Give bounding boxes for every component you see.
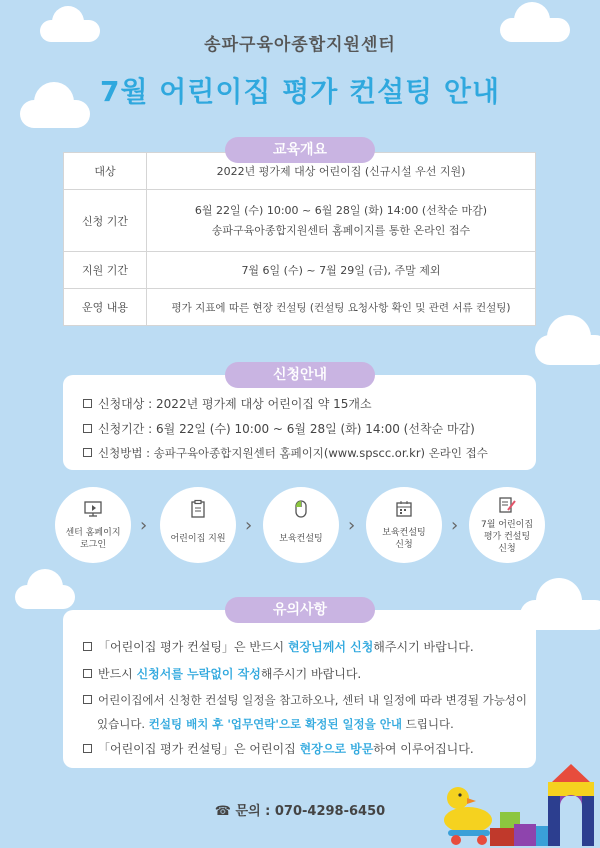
note-item — [83, 638, 474, 655]
table-row — [64, 289, 536, 326]
row-head: 지원 기간 — [64, 252, 147, 289]
overview-pill: 교육개요 — [225, 137, 375, 163]
step-consulting — [263, 487, 339, 563]
list-item — [83, 420, 475, 437]
step-support — [160, 487, 236, 563]
checkbox-bullet-icon — [83, 448, 92, 457]
step-label — [366, 527, 442, 551]
note-text: 해주시기 바랍니다. — [373, 640, 474, 654]
row-head: 운영 내용 — [64, 289, 147, 326]
chevron-right-icon: › — [245, 515, 253, 536]
step-label-line: 보육컨설팅 — [279, 534, 323, 544]
note-text: 어린이집에서 신청한 컨설팅 일정을 참고하오나, 센터 내 일정에 따라 변경될 가능성이 — [98, 693, 528, 707]
note-text: 해주시기 바랍니다. — [260, 667, 362, 681]
monitor-icon — [83, 499, 103, 519]
table-row — [64, 190, 536, 252]
step-consulting-apply — [366, 487, 442, 563]
checkbox-bullet-icon — [83, 669, 92, 678]
application-pill: 신청안내 — [225, 362, 375, 388]
list-item-text: 신청대상 : 2022년 평가제 대상 어린이집 약 15개소 — [98, 397, 372, 411]
list-item-text: 신청기간 : 6월 22일 (수) 10:00 ~ 6월 28일 (화) 14:00 (선착순 마감) — [98, 422, 475, 436]
step-label — [469, 519, 545, 555]
organization-name: 송파구육아종합지원센터 — [204, 35, 396, 55]
row-value-line: 송파구육아종합지원센터 홈페이지를 통한 온라인 접수 — [211, 223, 471, 237]
cloud-decoration — [535, 335, 600, 365]
step-label-line: 신청 — [395, 540, 413, 550]
step-label — [55, 527, 131, 551]
step-label-line: 어린이집 지원 — [170, 534, 226, 544]
step-label — [263, 533, 339, 545]
note-item — [83, 740, 474, 757]
row-value: 2022년 평가제 대상 어린이집 (신규시설 우선 지원) — [147, 153, 536, 190]
list-item — [83, 445, 488, 461]
note-text: 있습니다. — [97, 717, 149, 731]
cloud-decoration — [15, 585, 75, 609]
note-item — [83, 665, 361, 682]
note-highlight: 컨설팅 배치 후 '업무연락'으로 확정된 일정을 안내 — [148, 717, 402, 731]
document-pen-icon — [497, 495, 517, 515]
note-item-continued — [97, 716, 454, 732]
chevron-right-icon: › — [348, 515, 356, 536]
chevron-right-icon: › — [451, 515, 459, 536]
note-text: 드립니다. — [402, 717, 454, 731]
contact-phone: ☎ 문의 : 070-4298-6450 — [214, 804, 386, 819]
checkbox-bullet-icon — [83, 695, 92, 704]
note-text: 「어린이집 평가 컨설팅」은 어린이집 — [98, 742, 300, 756]
list-item-text: 신청방법 : 송파구육아종합지원센터 홈페이지(www.spscc.or.kr) 온라인 접수 — [98, 446, 488, 460]
toy-blocks-illustration — [440, 760, 600, 848]
step-label-line: 보육컨설팅 — [382, 528, 426, 538]
note-highlight: 현장으로 방문 — [299, 742, 374, 756]
step-label-line: 센터 홈페이지 — [65, 528, 121, 538]
checkbox-bullet-icon — [83, 424, 92, 433]
step-label-line: 평가 컨설팅 — [483, 532, 531, 542]
note-highlight: 신청서를 누락없이 작성 — [136, 667, 261, 681]
calendar-icon — [394, 499, 414, 519]
overview-table — [63, 152, 536, 326]
clipboard-icon — [188, 499, 208, 519]
list-item — [83, 395, 372, 412]
chevron-right-icon: › — [140, 515, 148, 536]
row-value — [147, 190, 536, 252]
checkbox-bullet-icon — [83, 399, 92, 408]
step-label-line: 신청 — [498, 544, 516, 554]
page-title: 7월 어린이집 평가 컨설팅 안내 — [99, 75, 501, 108]
table-row — [64, 252, 536, 289]
notes-box — [63, 610, 536, 768]
row-head: 신청 기간 — [64, 190, 147, 252]
row-head: 대상 — [64, 153, 147, 190]
row-value-line: 6월 22일 (수) 10:00 ~ 6월 28일 (화) 14:00 (선착순 마감) — [194, 203, 488, 217]
step-label-line: 로그인 — [79, 540, 107, 550]
application-box — [63, 375, 536, 470]
checkbox-bullet-icon — [83, 642, 92, 651]
mouse-icon — [291, 499, 311, 519]
row-value: 7월 6일 (수) ~ 7월 29일 (금), 주말 제외 — [147, 252, 536, 289]
checkbox-bullet-icon — [83, 744, 92, 753]
notes-pill: 유의사항 — [225, 597, 375, 623]
step-label — [160, 533, 236, 545]
note-item — [83, 692, 527, 708]
note-text: 「어린이집 평가 컨설팅」은 반드시 — [98, 640, 288, 654]
note-text: 하여 이루어집니다. — [373, 742, 474, 756]
note-highlight: 현장님께서 신청 — [287, 640, 374, 654]
step-login — [55, 487, 131, 563]
note-text: 반드시 — [98, 667, 137, 681]
step-evaluation-apply — [469, 487, 545, 563]
row-value: 평가 지표에 따른 현장 컨설팅 (컨설팅 요청사항 확인 및 관련 서류 컨설팅) — [147, 289, 536, 326]
step-label-line: 7월 어린이집 — [480, 520, 534, 530]
